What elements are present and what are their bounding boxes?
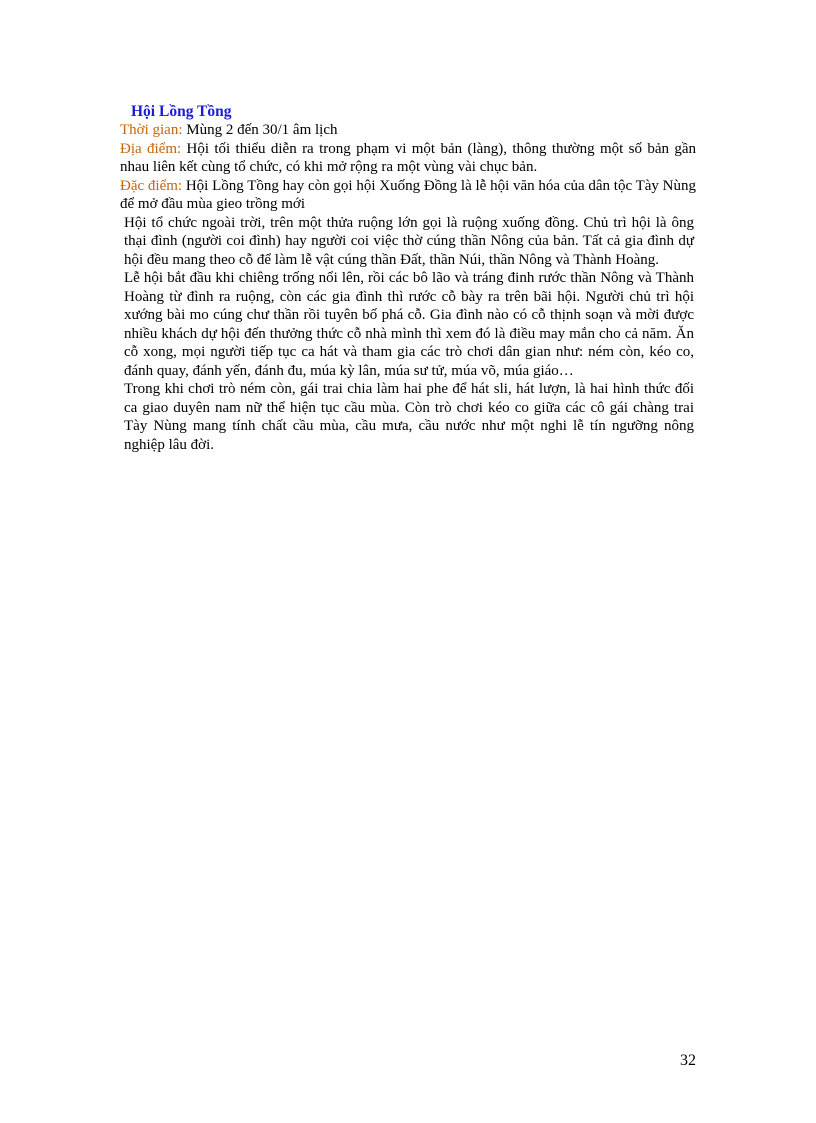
paragraph: Trong khi chơi trò ném còn, gái trai chia làm hai phe để hát sli, hát lượn, là hai hình thức đối ca giao duyên nam nữ thể hiện tục cầu mùa. Còn trò chơi kéo co giữa các cô gái chàng trai Tày Nùng mang tính chất cầu mùa, cầu mưa, cầu nước như một nghi lễ tín ngưỡng nông nghiệp lâu đời. [124,381,694,453]
field-time-label: Thời gian: [120,122,183,138]
field-time-value: Mùng 2 đến 30/1 âm lịch [182,122,338,138]
field-time [120,121,696,140]
page-number: 32 [680,1052,696,1069]
field-location-label: Địa điểm: [120,140,182,157]
paragraph: Hội tổ chức ngoài trời, trên một thửa ruộng lớn gọi là ruộng xuống đồng. Chủ trì hội là ông thại đình (người coi đình) hay người coi việc thờ cúng thần Nông của bản. Tất cả gia đình dự hội đều mang theo cỗ để làm lễ vật cúng thần Đất, thần Núi, thần Nông và Thành Hoàng. [124,214,694,268]
field-features-value: Hội Lồng Tồng hay còn gọi hội Xuống Đồng là lễ hội văn hóa của dân tộc Tày Nùng để mở đầu mùa gieo trồng mới [120,177,696,212]
field-location [120,140,696,177]
paragraph: Lễ hội bắt đầu khi chiêng trống nổi lên, rồi các bô lão và tráng đinh rước thần Nông và Thành Hoàng từ đình ra ruộng, còn các gia đình thì rước cỗ bày ra trên bãi hội. Người chủ trì hội xướng bài mo cúng chư thần rồi tuyên bố phá cỗ. Gia đình nào có cỗ thịnh soạn và mời được nhiều khách dự hội đến thưởng thức cỗ nhà mình thì xem đó là điều may mắn cho cả năm. Ăn cỗ xong, mọi người tiếp tục ca hát và tham gia các trò chơi dân gian như: ném còn, kéo co, đánh quay, đánh yến, đánh đu, múa kỳ lân, múa sư tử, múa võ, múa giáo… [124,270,694,379]
body-paragraphs [120,214,696,455]
document-body [120,102,696,454]
field-features-label: Đặc điểm: [120,177,183,194]
field-features [120,177,696,214]
field-location-value: Hội tối thiểu diễn ra trong phạm vi một bản (làng), thông thường một số bản gần nhau liên kết cùng tổ chức, có khi mở rộng ra một vùng vài chục bản. [120,140,696,175]
document-title: Hội Lồng Tồng [131,103,232,120]
